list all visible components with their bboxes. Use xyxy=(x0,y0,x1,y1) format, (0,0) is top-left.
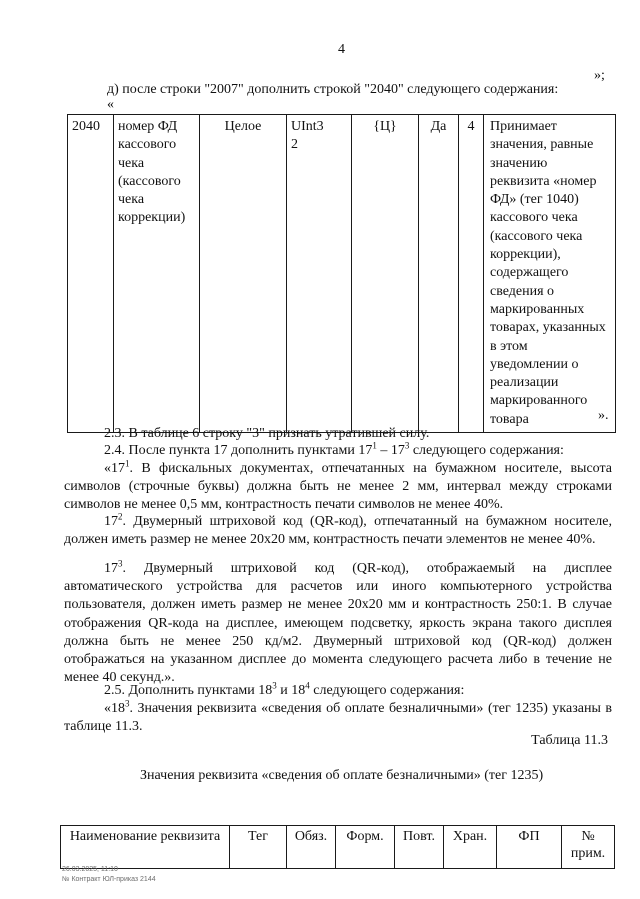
row-2040-desc-line: коррекции), xyxy=(490,247,561,263)
row-2040-name-line: номер ФД xyxy=(118,119,178,134)
row-2040-desc-line: товарах, указанных xyxy=(490,320,606,336)
table-11-3 xyxy=(60,825,615,869)
paragraph-17-2: $17^2$. Двумерный штриховой код (QR-код), отпечатанный на бумажном носителе, должен иметь размер не менее 20х20 мм, контрастность печати элементов не менее 40%. xyxy=(64,511,612,548)
row-2040-desc-line: значения, равные xyxy=(490,137,594,153)
header-format: Форм. xyxy=(336,826,395,869)
row-2040-desc-line: в этом xyxy=(490,338,528,354)
row-2040-format xyxy=(287,115,352,433)
row-2040-size: {Ц} xyxy=(352,115,419,433)
row-2040-name-line: коррекции) xyxy=(118,210,186,226)
row-2040-name-line: чека xyxy=(118,155,145,171)
row-2040-name-line: (кассового xyxy=(118,173,181,189)
paragraph-2-4: 2.4. После пункта 17 дополнить пунктами $17^1 - 17^3$ следующего содержания: xyxy=(104,440,564,458)
row-2040-name-line: кассового xyxy=(118,137,177,153)
row-2040-desc-line: ФД» (тег 1040) xyxy=(490,192,579,208)
row-2040-name-line: чека xyxy=(118,192,145,208)
paragraph-2-3: 2.3. В таблице 6 строку "3" признать утратившей силу. xyxy=(104,426,430,441)
page-number: 4 xyxy=(338,42,345,57)
table-label: Таблица 11.3 xyxy=(531,733,608,748)
row-2040-code: 2040 xyxy=(68,115,114,433)
row-2040-desc-line: реквизита «номер xyxy=(490,173,597,189)
row-2040-format-line: UInt3 xyxy=(291,119,324,134)
header-required: Обяз. xyxy=(287,826,336,869)
row-2040-desc-line: маркированных xyxy=(490,301,585,317)
header-tag: Тег xyxy=(230,826,287,869)
paragraph-2-5: 2.5. Дополнить пунктами $18^3$ и $18^4$ следующего содержания: xyxy=(104,680,465,698)
paragraph-17-3: $17^3$. Двумерный штриховой код (QR-код), отображаемый на дисплее автоматического устройства для расчетов или иного компьютерного устройства пользователя, должен иметь размер не менее 20х20 мм и контрастность 250:1. В случае отображения QR-кода на дисплее, имеющем подсветку, яркость экрана такого дисплея должна быть не менее 250 кд/м2. Двумерный штриховой код (QR-код) должен отображаться на указанном дисплее до момента следующего расчета либо в течение не менее 40 секунд.». xyxy=(64,558,612,686)
header-repeat: Повт. xyxy=(395,826,444,869)
row-2040-required: Да xyxy=(419,115,459,433)
row-2040-desc-line: маркированного xyxy=(490,393,588,409)
intro-line: д) после строки "2007" дополнить строкой "2040" следующего содержания: xyxy=(107,82,559,97)
open-quote: « xyxy=(107,97,114,112)
row-2040-format-line: 2 xyxy=(291,137,298,153)
paragraph-17-1: «$17^1$. В фискальных документах, отпечатанных на бумажном носителе, высота символов (строчные буквы) должна быть не менее 2 мм, интервал между строками символов не менее 0,5 мм, контрастность печати символов не менее 40%. xyxy=(64,458,612,513)
row-2040-description xyxy=(484,115,616,433)
row-2040-name xyxy=(114,115,200,433)
footer-stamp-line: 26.03.2025, 11:10 xyxy=(62,866,118,873)
header-fp: ФП xyxy=(497,826,562,869)
row-2040-desc-line: Принимает xyxy=(490,119,557,134)
header-name: Наименование реквизита xyxy=(61,826,230,869)
row-2040-table xyxy=(67,114,616,433)
row-2040-desc-line: кассового чека xyxy=(490,210,578,226)
footer-stamp-line: № Контракт ЮЛ-приказ 2144 xyxy=(62,876,156,883)
row-2040-num: 4 xyxy=(459,115,484,433)
row-2040-desc-line: реализации xyxy=(490,375,559,391)
header-note-number: № прим. xyxy=(562,826,615,869)
paragraph-18-3: «$18^3$. Значения реквизита «сведения об оплате безналичными» (тег 1235) указаны в таблице 11.3. xyxy=(64,698,612,735)
closing-quote: ». xyxy=(598,408,609,423)
header-storage: Хран. xyxy=(444,826,497,869)
row-2040-desc-line: содержащего xyxy=(490,265,569,281)
row-2040-desc-line: уведомлении о xyxy=(490,356,579,372)
row-2040-desc-line: (кассового чека xyxy=(490,228,583,244)
table-title: Значения реквизита «сведения об оплате безналичными» (тег 1235) xyxy=(140,768,544,783)
row-2040-type: Целое xyxy=(200,115,287,433)
row-2040-desc-line: сведения о xyxy=(490,283,555,299)
row-2040-desc-line: товара xyxy=(490,411,529,427)
closing-quote-top: »; xyxy=(594,68,605,83)
row-2040-desc-line: значению xyxy=(490,155,548,171)
